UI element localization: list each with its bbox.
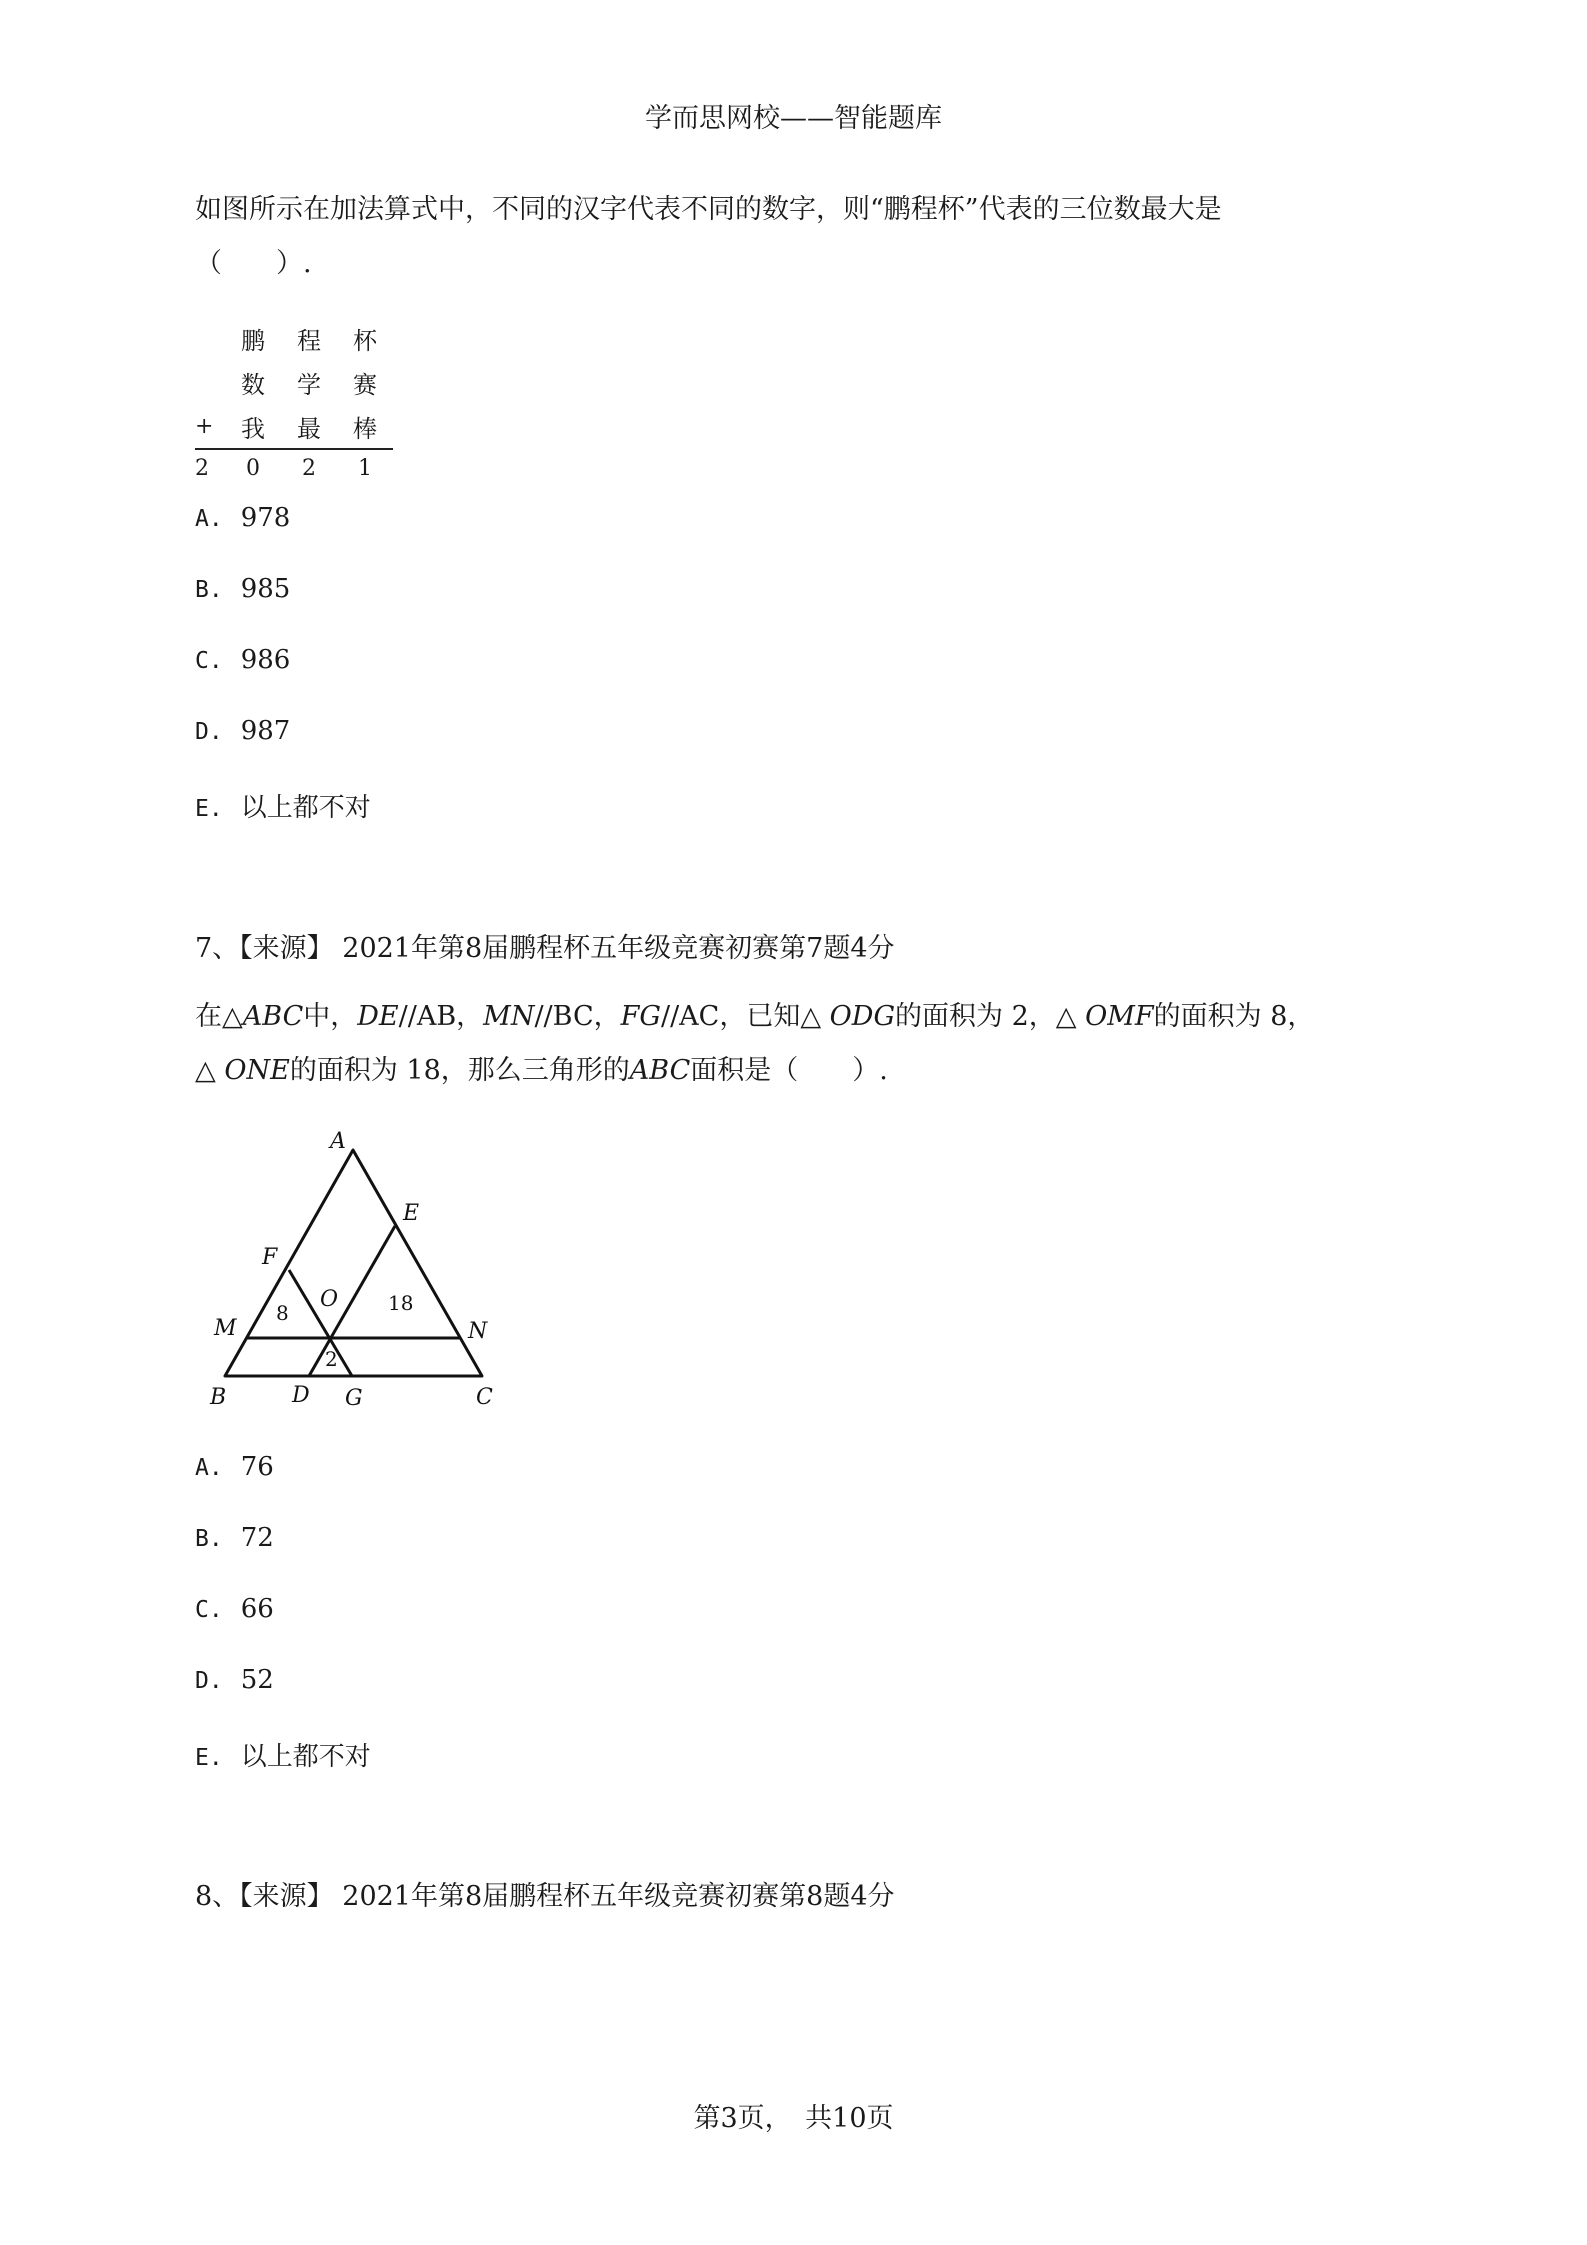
q6-option-a[interactable]: A. 978 [195,503,291,533]
addition-puzzle [195,316,393,486]
area-omf: 8 [276,1301,289,1325]
digit-cheng: 程 [297,326,321,355]
question-6-text [195,183,1395,291]
label-b: B [210,1385,227,1410]
plus-sign: + [195,413,214,439]
label-g: G [345,1386,363,1411]
label-a: A [330,1129,346,1154]
sum-row [195,450,393,486]
page-header: 学而思网校——智能题库 [645,103,942,134]
label-e: E [403,1201,420,1226]
q6-option-c[interactable]: C. 986 [195,645,291,675]
segment-fg [289,1270,352,1376]
q6-option-d[interactable]: D. 987 [195,716,291,746]
triangle-figure [200,1120,520,1420]
digit-bang: 棒 [353,414,377,443]
digit-shu: 数 [241,370,265,399]
digit-xue: 学 [297,370,321,399]
area-one: 18 [388,1291,414,1315]
digit-wo: 我 [241,414,265,443]
digit-sai: 赛 [353,370,377,399]
q7-option-d[interactable]: D. 52 [195,1665,274,1695]
addend-row-2 [195,360,393,404]
digit-zui: 最 [297,414,321,443]
area-odg: 2 [325,1347,338,1371]
sum-digit-3: 2 [302,455,316,481]
q6-option-e[interactable]: E. 以上都不对 [195,793,371,823]
sum-digit-2: 0 [246,455,260,481]
question-7-line-2: △ ONE的面积为 18，那么三角形的ABC面积是（ ）. [195,1055,888,1086]
question-7-text [195,990,1395,1098]
question-8-source: 8、【来源】 2021年第8届鹏程杯五年级竞赛初赛第8题4分 [195,1881,895,1912]
question-7-source: 7、【来源】 2021年第8届鹏程杯五年级竞赛初赛第7题4分 [195,933,895,964]
label-f: F [262,1245,278,1270]
question-6-line-2: （ ）. [195,248,312,279]
q6-option-b[interactable]: B. 985 [195,574,291,604]
digit-bei: 杯 [353,326,377,355]
label-n: N [468,1319,488,1344]
label-d: D [292,1383,310,1408]
addend-row-1 [195,316,393,360]
label-o: O [320,1287,339,1312]
label-c: C [476,1385,493,1410]
digit-peng: 鹏 [241,326,265,355]
page-footer: 第3页， 共10页 [693,2103,894,2134]
q7-option-b[interactable]: B. 72 [195,1523,274,1553]
question-6-line-1: 如图所示在加法算式中，不同的汉字代表不同的数字，则“鹏程杯”代表的三位数最大是 [195,194,1222,225]
q7-option-a[interactable]: A. 76 [195,1452,274,1482]
question-7-line-1: 在△ABC中，DE//AB，MN//BC，FG//AC，已知△ ODG的面积为 2，△ OMF的面积为 8， [195,1001,1315,1032]
label-m: M [214,1316,237,1341]
q7-option-e[interactable]: E. 以上都不对 [195,1742,371,1772]
addend-row-3 [195,404,393,448]
q7-option-c[interactable]: C. 66 [195,1594,274,1624]
sum-digit-4: 1 [358,455,372,481]
sum-digit-1: 2 [195,455,209,481]
